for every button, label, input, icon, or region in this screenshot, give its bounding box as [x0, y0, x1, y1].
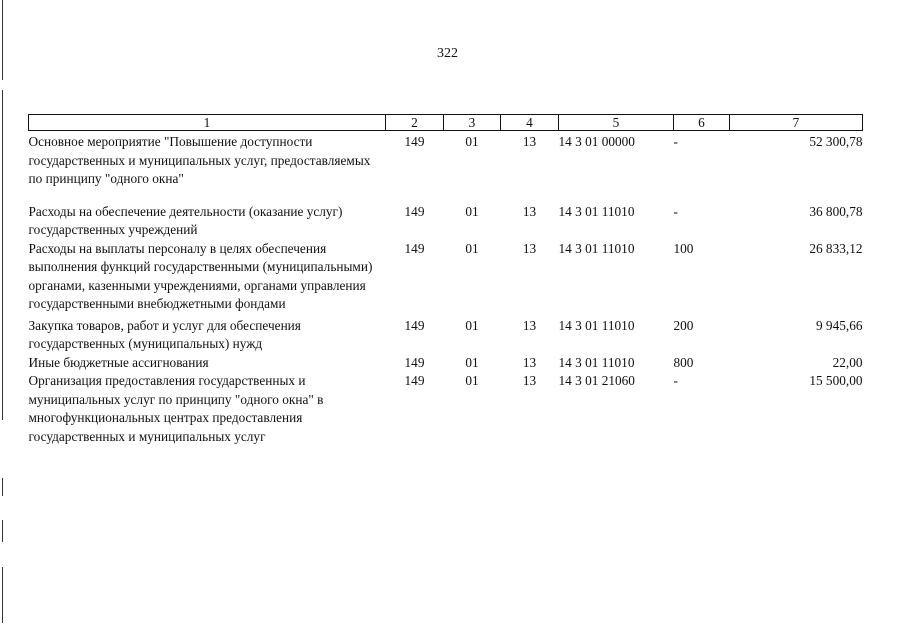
cell-col4: 13 [522, 317, 537, 333]
cell-col5: 14 3 01 11010 [558, 317, 635, 333]
cell-col3: 01 [465, 240, 479, 256]
row-name-cell: Расходы на выплаты персоналу в целях обеспечения выполнения функций государственными (муниципальными) органами, казенными учреждениями, органами управления государственными внебюджетными фондами [28, 240, 373, 311]
cell-col4: 13 [522, 203, 537, 219]
cell-col3: 01 [465, 373, 479, 388]
column-header: 4 [501, 115, 559, 131]
column-header: 7 [730, 115, 863, 131]
scan-margin-line [2, 567, 3, 623]
cell-col2: 149 [404, 373, 425, 388]
cell-col2: 149 [404, 134, 425, 149]
column-header: 1 [29, 115, 386, 131]
cell-col5: 14 3 01 11010 [558, 203, 635, 219]
cell-col7: 9 945,66 [815, 317, 863, 333]
table-row [29, 354, 863, 373]
cell-col3: 01 [465, 134, 479, 149]
row-name-cell: Организация предоставления государственных и муниципальных услуг по принципу "одного окна" в многофункциональных центрах предоставления государственных и муниципальных услуг [28, 373, 324, 444]
cell-col7: 26 833,12 [809, 240, 863, 256]
table-row [29, 372, 863, 446]
cell-col5: 14 3 01 11010 [558, 240, 635, 256]
cell-col6: - [673, 134, 678, 149]
table-row [29, 240, 863, 317]
cell-col7: 22,00 [832, 354, 863, 370]
row-name-cell: Расходы на обеспечение деятельности (оказание услуг) государственных учреждений [28, 203, 343, 237]
cell-col2: 149 [404, 203, 425, 219]
cell-col6: 800 [673, 354, 694, 370]
column-header: 3 [444, 115, 501, 131]
cell-col2: 149 [404, 240, 425, 256]
cell-col6: - [673, 373, 678, 388]
cell-col7: 52 300,78 [809, 134, 863, 149]
column-header: 5 [559, 115, 674, 131]
cell-col4: 13 [522, 354, 537, 370]
table-row [29, 317, 863, 354]
column-header: 6 [674, 115, 730, 131]
row-name-cell: Иные бюджетные ассигнования [28, 354, 209, 370]
cell-col6: - [673, 203, 678, 219]
page-number: 322 [437, 46, 458, 61]
cell-col5: 14 3 01 00000 [558, 134, 635, 149]
cell-col3: 01 [465, 354, 479, 370]
cell-col5: 14 3 01 11010 [558, 354, 635, 370]
cell-col5: 14 3 01 21060 [558, 373, 635, 388]
cell-col4: 13 [522, 240, 537, 256]
cell-col4: 13 [522, 134, 537, 149]
scan-margin-line [2, 90, 3, 420]
cell-col6: 100 [673, 240, 694, 256]
scan-margin-line [2, 520, 3, 542]
cell-col7: 36 800,78 [809, 203, 863, 219]
cell-col3: 01 [465, 203, 479, 219]
scan-margin-line [2, 478, 3, 496]
row-name-cell: Закупка товаров, работ и услуг для обеспечения государственных (муниципальных) нужд [28, 317, 301, 351]
scan-margin-line [2, 0, 3, 80]
cell-col2: 149 [404, 354, 425, 370]
cell-col4: 13 [522, 373, 537, 388]
cell-col7: 15 500,00 [809, 373, 863, 388]
row-name-cell: Основное мероприятие "Повышение доступности государственных и муниципальных услуг, предоставляемых по принципу "одного окна" [28, 134, 371, 186]
cell-col6: 200 [673, 317, 694, 333]
cell-col2: 149 [404, 317, 425, 333]
table-row [29, 131, 863, 203]
column-header: 2 [386, 115, 444, 131]
table-row [29, 203, 863, 240]
cell-col3: 01 [465, 317, 479, 333]
table-header-row [29, 115, 863, 131]
budget-table [28, 114, 863, 446]
